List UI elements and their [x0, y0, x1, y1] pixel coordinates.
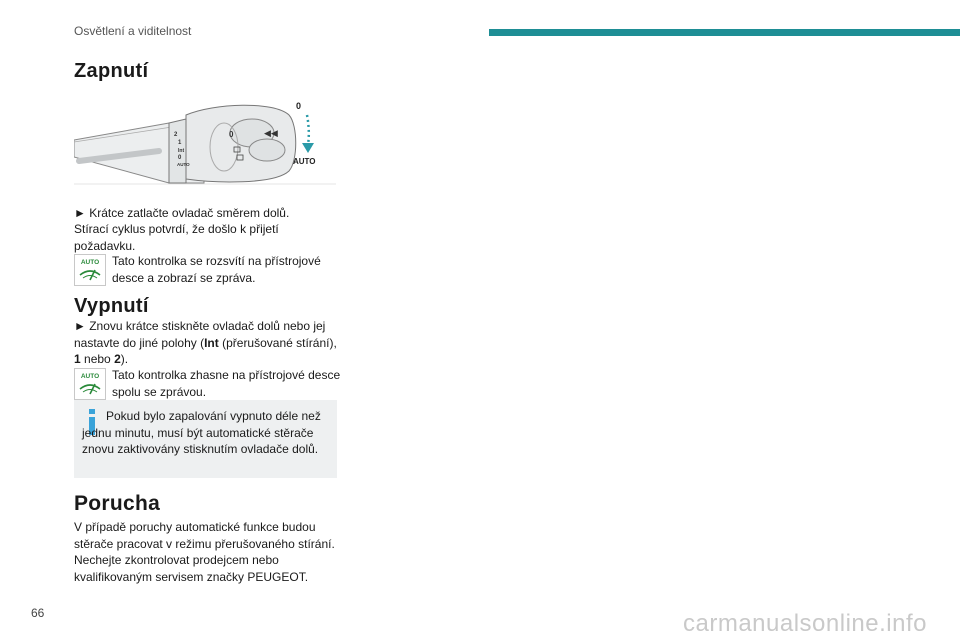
svg-text:◀◀: ◀◀ [264, 129, 278, 139]
info-box [74, 400, 337, 478]
auto-wiper-lamp-icon [74, 254, 106, 286]
lever-pos-1: 1 [178, 140, 182, 146]
zapnuti-line2: Stírací cyklus potvrdí, že došlo k přijetí požadavku. [74, 222, 279, 253]
heading-vypnuti: Vypnutí [74, 295, 149, 317]
lever-pos-auto: AUTO [177, 162, 190, 167]
auto-wiper-lamp-icon [74, 368, 106, 400]
porucha-text: V případě poruchy automatické funkce budou stěrače pracovat v režimu přerušovaného stírání. Nechejte zkontrolovat prodejcem nebo kvalifikovaným servisem značky PEUGEOT. [74, 520, 335, 584]
heading-zapnuti: Zapnutí [74, 60, 149, 82]
wiper-stalk-illustration [74, 95, 336, 185]
lever-pos-0: 0 [178, 155, 182, 161]
svg-text:0: 0 [229, 130, 234, 139]
zapnuti-lamp-text: Tato kontrolka se rozsvítí na přístrojové desce a zobrazí se zpráva. [112, 254, 321, 285]
zapnuti-step: ► Krátce zatlačte ovladač směrem dolů. [74, 206, 290, 220]
watermark: carmanualsonline.info [683, 610, 927, 637]
lever-pos-int: Int [178, 148, 185, 154]
svg-text:AUTO: AUTO [80, 373, 100, 380]
vypnuti-step: ► Znovu krátce stiskněte ovladač dolů nebo jej nastavte do jiné polohy (Int (přerušované stírání), 1 nebo 2). [74, 319, 337, 367]
vypnuti-lamp-text: Tato kontrolka zhasne na přístrojové desce spolu se zprávou. [112, 368, 341, 399]
page-number: 66 [31, 606, 45, 620]
header-accent-bar [489, 29, 960, 36]
illus-label-auto: AUTO [293, 157, 316, 166]
illus-label-0: 0 [296, 101, 302, 111]
info-text: Pokud bylo zapalování vypnuto déle než jednu minutu, musí být automatické stěrače znovu zaktivovány stisknutím ovladače dolů. [82, 409, 321, 457]
header-section-title: Osvětlení a viditelnost [74, 24, 192, 38]
lever-pos-2: 2 [174, 132, 178, 138]
svg-text:AUTO: AUTO [80, 259, 100, 266]
heading-porucha: Porucha [74, 492, 161, 515]
